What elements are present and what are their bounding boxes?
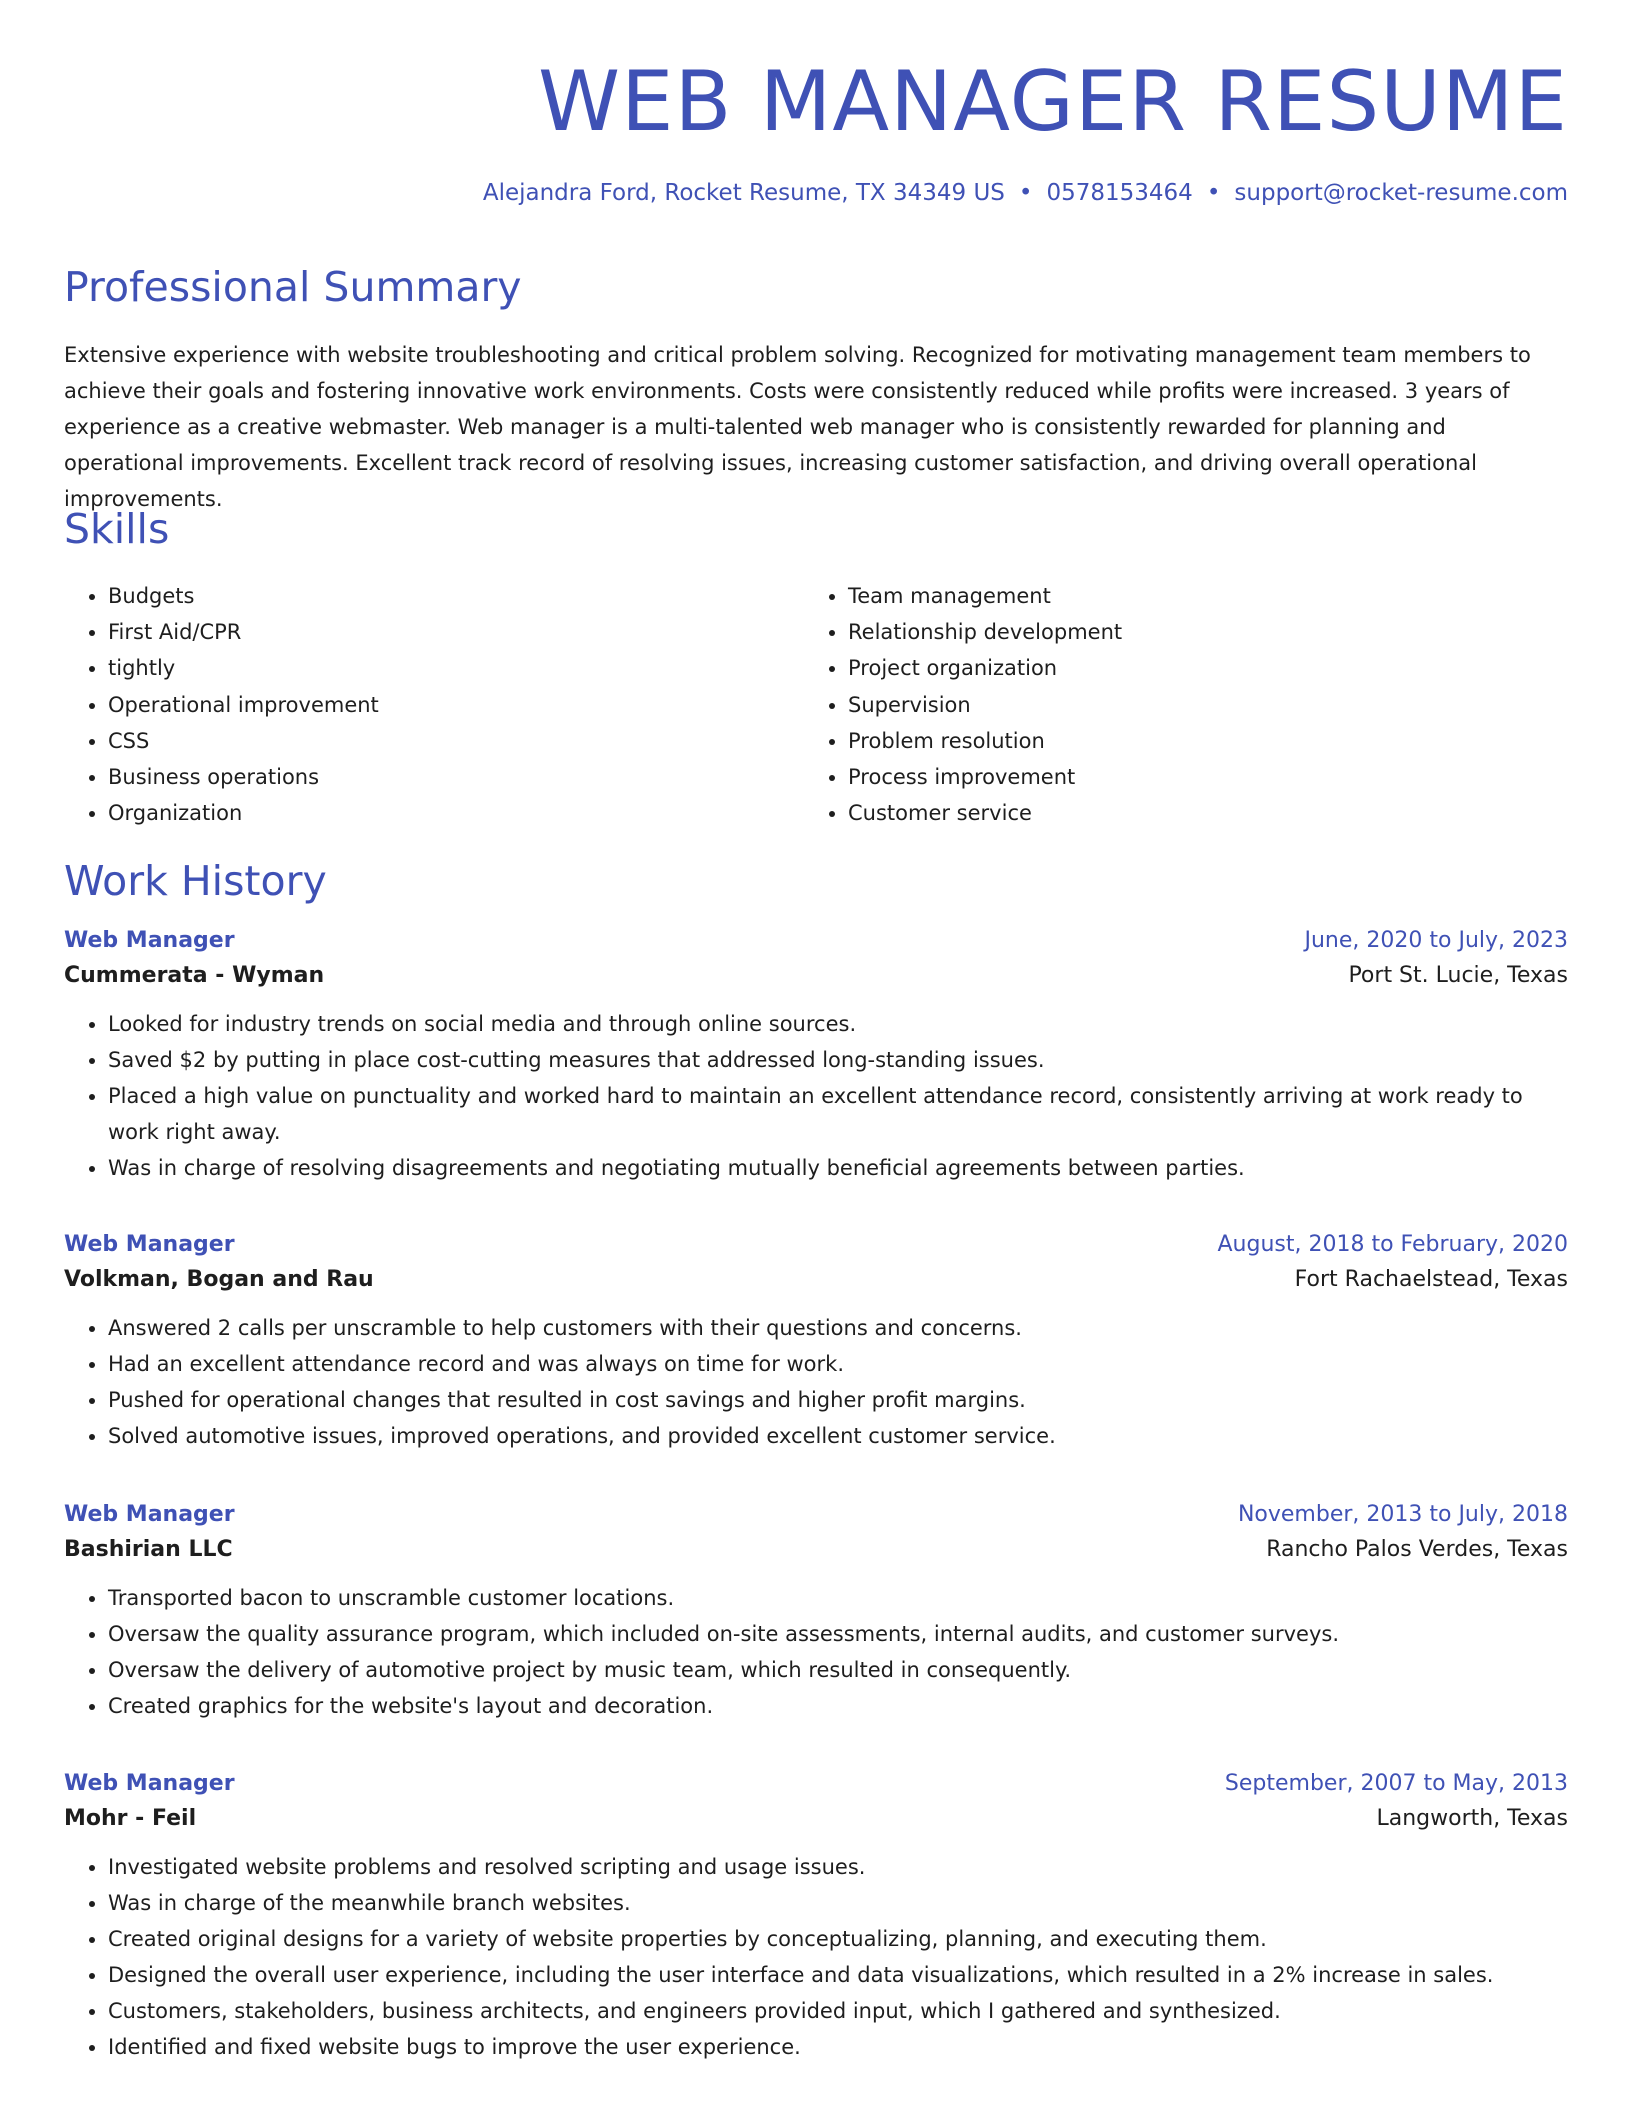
job-title: Web Manager [64,928,235,953]
job-title: Web Manager [64,1232,235,1257]
skills-list [64,578,1568,831]
skill-item: • Business operations [108,759,804,795]
job-bullet: • Placed a high value on punctuality and worked hard to maintain an excellent attendance record, consistently arriving at work ready to work right away. [108,1078,1568,1150]
job-bullets [64,1006,1568,1186]
job-bullet: • Investigated website problems and resolved scripting and usage issues. [108,1849,1568,1885]
skill-item: • Customer service [848,795,1544,831]
job-bullet: • Created original designs for a variety of website properties by conceptualizing, planning, and executing them. [108,1921,1568,1957]
job-company: Mohr - Feil [64,1806,197,1831]
job-bullets [64,1580,1568,1724]
skill-item: • CSS [108,723,804,759]
job-location: Langworth, Texas [1376,1806,1568,1831]
job-company: Bashirian LLC [64,1537,233,1562]
skills-column-right [804,578,1544,831]
job-title: Web Manager [64,1502,235,1527]
job-bullet: • Answered 2 calls per unscramble to help customers with their questions and concerns. [108,1310,1568,1346]
job-bullet: • Was in charge of the meanwhile branch websites. [108,1885,1568,1921]
skill-item: • Supervision [848,687,1544,723]
work-history-heading: Work History [64,857,327,905]
job-dates: September, 2007 to May, 2013 [1224,1771,1568,1796]
job-title: Web Manager [64,1771,235,1796]
job-company: Volkman, Bogan and Rau [64,1267,374,1292]
job-entry [64,1500,1568,1724]
skill-item: • Organization [108,795,804,831]
skill-item: • tightly [108,650,804,686]
job-entry [64,1230,1568,1454]
job-bullet: • Oversaw the delivery of automotive project by music team, which resulted in consequently. [108,1652,1568,1688]
job-bullet: • Looked for industry trends on social media and through online sources. [108,1006,1568,1042]
job-location: Port St. Lucie, Texas [1348,963,1568,988]
skill-item: • First Aid/CPR [108,614,804,650]
job-bullet: • Was in charge of resolving disagreements and negotiating mutually beneficial agreements between parties. [108,1150,1568,1186]
job-location: Rancho Palos Verdes, Texas [1266,1537,1568,1562]
summary-text: Extensive experience with website troubleshooting and critical problem solving. Recognized for motivating management team members to achieve their goals and fostering innovative work environments. Costs were consistently reduced while profits were increased. 3 years of experience as a creative webmaster. Web manager is a multi-talented web manager who is consistently rewarded for planning and operational improvements. Excellent track record of resolving issues, increasing customer satisfaction, and driving overall operational improvements. [64,343,1531,511]
skill-item: • Process improvement [848,759,1544,795]
job-bullet: • Created graphics for the website's layout and decoration. [108,1688,1568,1724]
skill-item: • Operational improvement [108,687,804,723]
job-bullet: • Transported bacon to unscramble customer locations. [108,1580,1568,1616]
contact-address: Alejandra Ford, Rocket Resume, TX 34349 US [482,180,1005,206]
job-dates: November, 2013 to July, 2018 [1237,1502,1568,1527]
skills-heading: Skills [64,505,170,553]
job-bullet: • Saved $2 by putting in place cost-cutting measures that addressed long-standing issues. [108,1042,1568,1078]
job-bullet: • Customers, stakeholders, business architects, and engineers provided input, which I gathered and synthesized. [108,1993,1568,2029]
skill-item: • Budgets [108,578,804,614]
job-dates: June, 2020 to July, 2023 [1304,928,1568,953]
job-dates: August, 2018 to February, 2020 [1217,1232,1568,1257]
job-bullet: • Oversaw the quality assurance program, which included on-site assessments, internal audits, and customer surveys. [108,1616,1568,1652]
contact-line [483,178,1568,208]
skill-item: • Team management [848,578,1544,614]
job-bullet: • Designed the overall user experience, including the user interface and data visualizations, which resulted in a 2% increase in sales. [108,1957,1568,1993]
contact-separator: • [1206,180,1221,206]
summary-heading: Professional Summary [64,263,522,311]
job-bullet: • Identified and fixed website bugs to improve the user experience. [108,2029,1568,2065]
contact-email: support@rocket-resume.com [1234,180,1568,206]
job-bullets [64,1310,1568,1454]
job-bullet: • Solved automotive issues, improved operations, and provided excellent customer service. [108,1418,1568,1454]
job-bullets [64,1849,1568,2065]
job-location: Fort Rachaelstead, Texas [1294,1267,1568,1292]
skill-item: • Project organization [848,650,1544,686]
skills-column-left [64,578,804,831]
job-company: Cummerata - Wyman [64,963,325,988]
skill-item: • Problem resolution [848,723,1544,759]
job-entry [64,1769,1568,2065]
job-bullet: • Had an excellent attendance record and was always on time for work. [108,1346,1568,1382]
skill-item: • Relationship development [848,614,1544,650]
contact-phone: 0578153464 [1046,180,1193,206]
resume-title: WEB MANAGER RESUME [537,53,1568,150]
job-entry [64,926,1568,1186]
job-bullet: • Pushed for operational changes that resulted in cost savings and higher profit margins. [108,1382,1568,1418]
contact-separator: • [1018,180,1033,206]
